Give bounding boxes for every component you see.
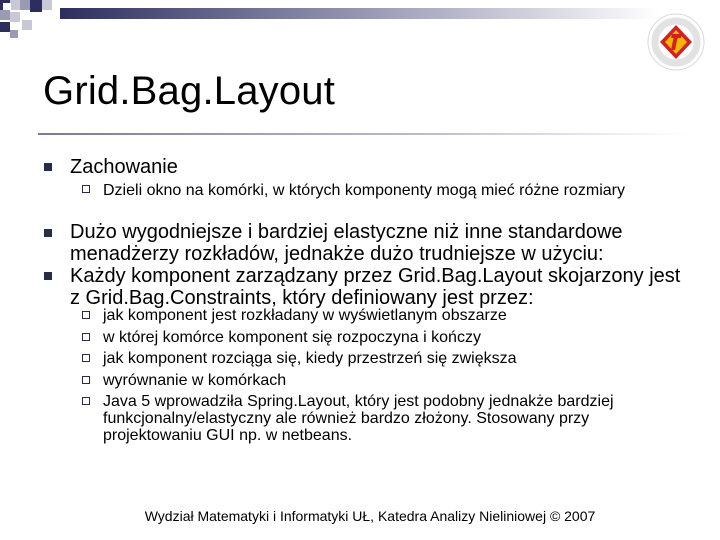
hollow-square-bullet-icon	[82, 333, 90, 341]
bullet-item: Dużo wygodniejsze i bardziej elastyczne niż inne standardowe menadżerzy rozkładów, jednakże dużo trudniejsze w użyciu:	[70, 221, 623, 265]
filled-square-bullet-icon	[44, 163, 52, 171]
sub-bullet-item: w której komórce komponent się rozpoczyna i kończy	[103, 329, 481, 346]
bullet-item: Każdy komponent zarządzany przez Grid.Bag.Layout skojarzony jest z Grid.Bag.Constraints, który definiowany jest przez:	[70, 265, 681, 309]
hollow-square-bullet-icon	[82, 376, 90, 384]
filled-square-bullet-icon	[44, 229, 52, 237]
hollow-square-bullet-icon	[82, 397, 90, 405]
corner-decoration	[0, 0, 60, 42]
bullet-item: Zachowanie	[70, 156, 178, 178]
sub-bullet-item: jak komponent rozciąga się, kiedy przestrzeń się zwiększa	[103, 350, 517, 367]
sub-bullet-item: Java 5 wprowadziła Spring.Layout, który jest podobny jednakże bardziej funkcjonalny/elastyczny ale również bardzo złożony. Stosowany przy projektowaniu GUI np. w netbeans.	[103, 393, 614, 444]
sub-bullet-item: Dzieli okno na komórki, w których komponenty mogą mieć różne rozmiary	[103, 182, 625, 199]
sub-bullet-item: wyrównanie w komórkach	[103, 372, 287, 389]
sub-bullet-item: jak komponent jest rozkładany w wyświetlanym obszarze	[103, 307, 507, 324]
slide-title: Grid.Bag.Layout	[43, 69, 336, 113]
hollow-square-bullet-icon	[82, 185, 90, 193]
header-band	[60, 8, 660, 19]
hollow-square-bullet-icon	[82, 311, 90, 319]
hollow-square-bullet-icon	[82, 354, 90, 362]
university-logo-icon	[646, 12, 706, 72]
slide-footer: Wydział Matematyki i Informatyki UŁ, Katedra Analizy Nieliniowej © 2007	[144, 508, 596, 524]
title-underline	[38, 133, 688, 135]
filled-square-bullet-icon	[44, 272, 52, 280]
